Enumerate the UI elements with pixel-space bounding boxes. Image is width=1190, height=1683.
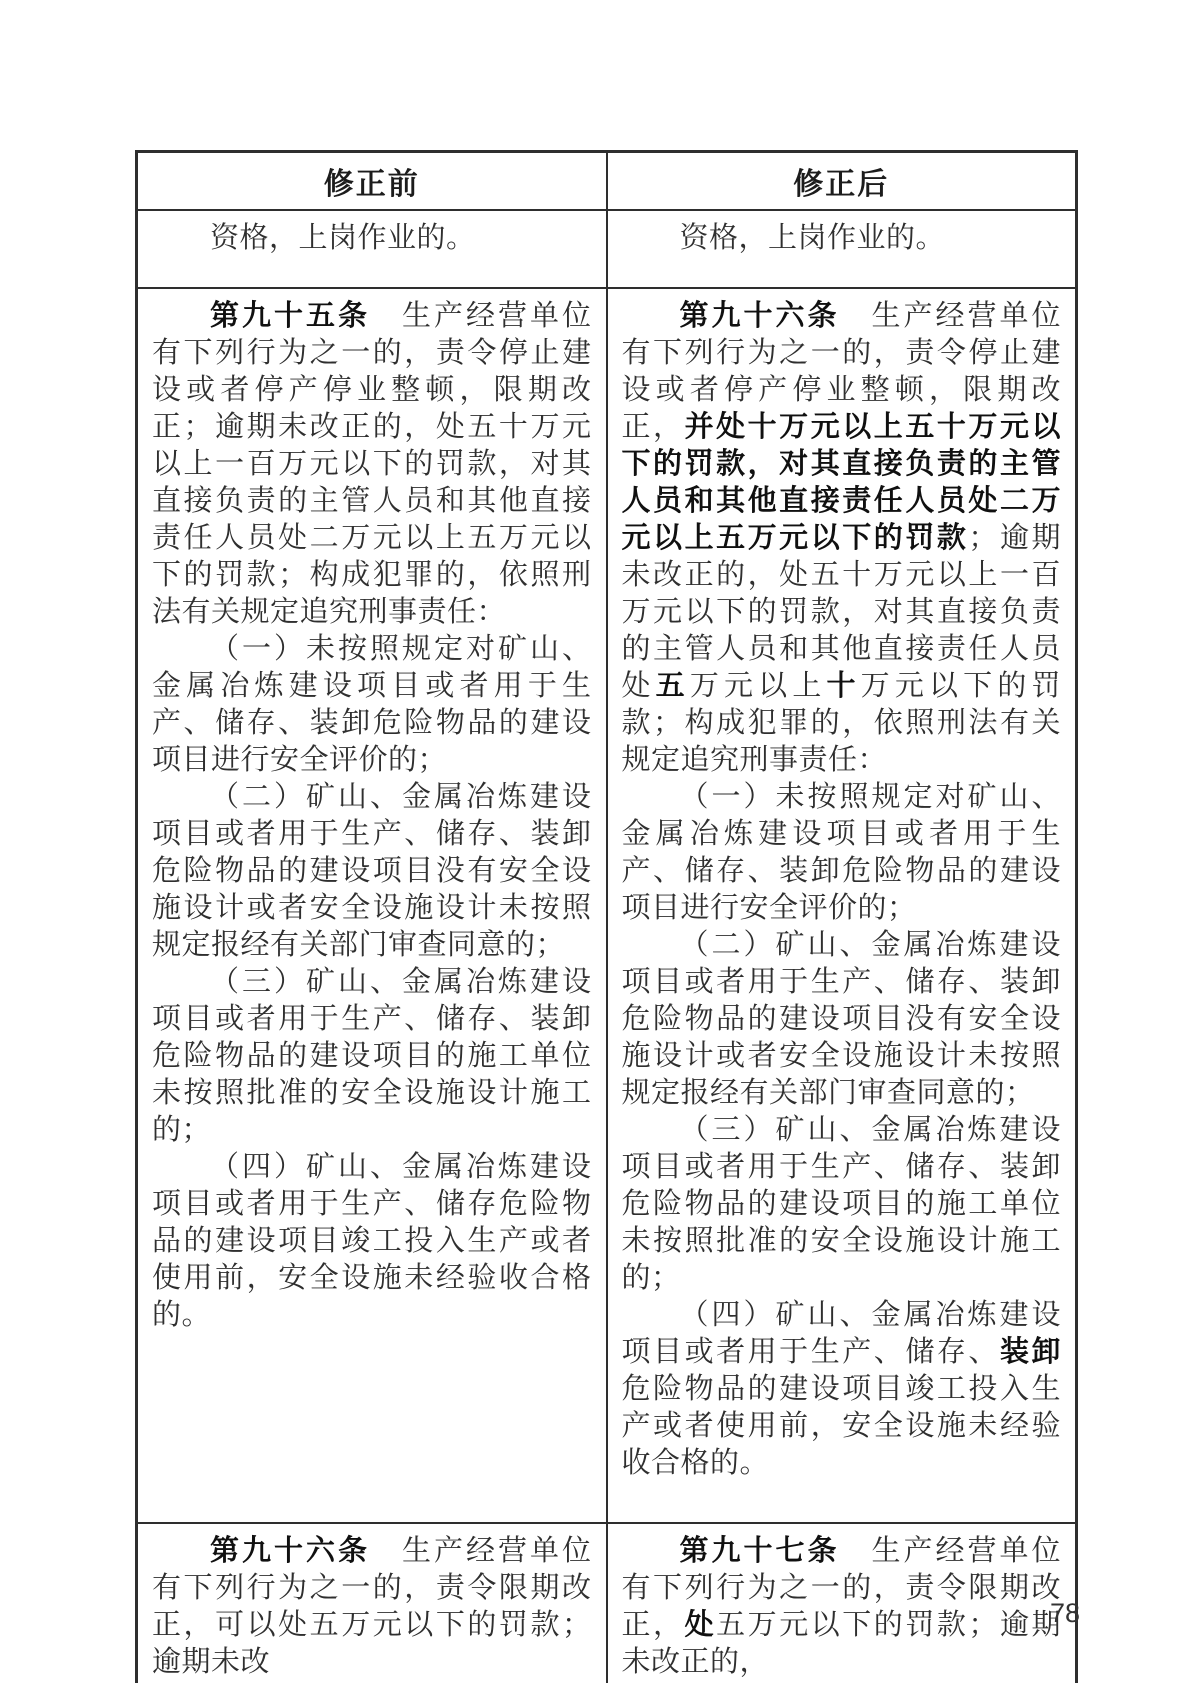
paragraph xyxy=(152,1533,592,1681)
paragraph xyxy=(622,927,1062,1112)
header-row xyxy=(137,152,1077,210)
table-row-article-95-vs-96 xyxy=(137,288,1077,1523)
paragraph xyxy=(622,779,1062,927)
table-row-article-96-vs-97 xyxy=(137,1523,1077,1683)
bold-text-run: 第九十六条 xyxy=(210,1534,370,1567)
table-cell-article-95-vs-96-col2 xyxy=(607,288,1077,1523)
table-cell-carryover-col1 xyxy=(137,210,607,288)
paragraph xyxy=(152,631,592,779)
text-run: 资格，上岗作业的。 xyxy=(210,221,476,254)
text-run: （四）矿山、金属冶炼建设项目或者用于生产、储存、 xyxy=(621,1298,1061,1368)
paragraph xyxy=(152,964,592,1149)
paragraph xyxy=(152,779,592,964)
bold-text-run: 第九十七条 xyxy=(679,1534,840,1567)
paragraph xyxy=(622,298,1062,779)
text-run: 五万元以下的罚款；逾期未改正的， xyxy=(621,1608,1061,1678)
bold-text-run: 第九十六条 xyxy=(679,299,840,332)
text-run: （二）矿山、金属冶炼建设项目或者用于生产、储存、装卸危险物品的建设项目没有安全设施设计或者安全设施设计未按照规定报经有关部门审查同意的； xyxy=(621,928,1061,1109)
table-cell-article-96-vs-97-col1 xyxy=(137,1523,607,1683)
text-run: 生产经营单位有下列行为之一的，责令停止建设或者停产停业整顿，限期改正；逾期未改正的，处五十万元以上一百万元以下的罚款，对其直接负责的主管人员和其他直接责任人员处二万元以上五万元以下的罚款；构成犯罪的，依照刑法有关规定追究刑事责任： xyxy=(152,299,592,628)
text-run: 万元以下的罚款；构成犯罪的，依照刑法有关规定追究刑事责任： xyxy=(621,669,1061,776)
paragraph xyxy=(622,1533,1062,1681)
bold-text-run: 五 xyxy=(655,669,690,702)
text-run: 危险物品的建设项目竣工投入生产或者使用前，安全设施未经验收合格的。 xyxy=(621,1372,1061,1479)
paragraph xyxy=(152,1149,592,1334)
page-number: 78 xyxy=(1049,1598,1081,1628)
text-run: ；逾期未改正的，处五十万元以上一百万元以下的罚款，对其直接负责的主管人员和其他直接责任人员处 xyxy=(621,521,1061,702)
bold-text-run: 第九十五条 xyxy=(210,299,370,332)
text-run: 生产经营单位有下列行为之一的，责令限期改正， xyxy=(621,1534,1061,1641)
text-run: （一）未按照规定对矿山、金属冶炼建设项目或者用于生产、储存、装卸危险物品的建设项目进行安全评价的； xyxy=(621,780,1061,924)
text-run: （三）矿山、金属冶炼建设项目或者用于生产、储存、装卸危险物品的建设项目的施工单位未按照批准的安全设施设计施工的； xyxy=(152,965,592,1146)
table-body xyxy=(137,210,1077,1683)
bold-text-run: 处 xyxy=(684,1608,717,1641)
text-run: （一）未按照规定对矿山、金属冶炼建设项目或者用于生产、储存、装卸危险物品的建设项目进行安全评价的； xyxy=(152,632,592,776)
table-cell-carryover-col2 xyxy=(607,210,1077,288)
table-header xyxy=(137,152,1077,210)
paragraph xyxy=(622,220,1062,257)
bold-text-run: 装卸 xyxy=(999,1335,1061,1368)
text-run: （四）矿山、金属冶炼建设项目或者用于生产、储存危险物品的建设项目竣工投入生产或者使用前，安全设施未经验收合格的。 xyxy=(152,1150,592,1331)
paragraph xyxy=(152,298,592,631)
text-run: 资格，上岗作业的。 xyxy=(679,221,946,254)
text-run: （二）矿山、金属冶炼建设项目或者用于生产、储存、装卸危险物品的建设项目没有安全设施设计或者安全设施设计未按照规定报经有关部门审查同意的； xyxy=(152,780,592,961)
bold-text-run: 并处十万元以上五十万元以下的罚款，对其直接负责的主管人员和其他直接责任人员处二万元以上五万元以下的罚款 xyxy=(621,410,1061,554)
text-run: 万元以上 xyxy=(689,669,827,702)
text-run: 生产经营单位有下列行为之一的，责令限期改正，可以处五万元以下的罚款；逾期未改 xyxy=(152,1534,592,1678)
bold-text-run: 十 xyxy=(826,669,861,702)
header-cell-before: 修正前 xyxy=(137,152,607,210)
table-cell-article-95-vs-96-col1 xyxy=(137,288,607,1523)
paragraph xyxy=(622,1112,1062,1297)
table-row-carryover xyxy=(137,210,1077,288)
text-run: 生产经营单位有下列行为之一的，责令停止建设或者停产停业整顿，限期改正， xyxy=(621,299,1061,443)
header-cell-after: 修正后 xyxy=(607,152,1077,210)
paragraph xyxy=(622,1297,1062,1482)
comparison-table xyxy=(135,150,1078,1683)
table-cell-article-96-vs-97-col2 xyxy=(607,1523,1077,1683)
text-run: （三）矿山、金属冶炼建设项目或者用于生产、储存、装卸危险物品的建设项目的施工单位未按照批准的安全设施设计施工的； xyxy=(621,1113,1061,1294)
paragraph xyxy=(152,220,592,257)
